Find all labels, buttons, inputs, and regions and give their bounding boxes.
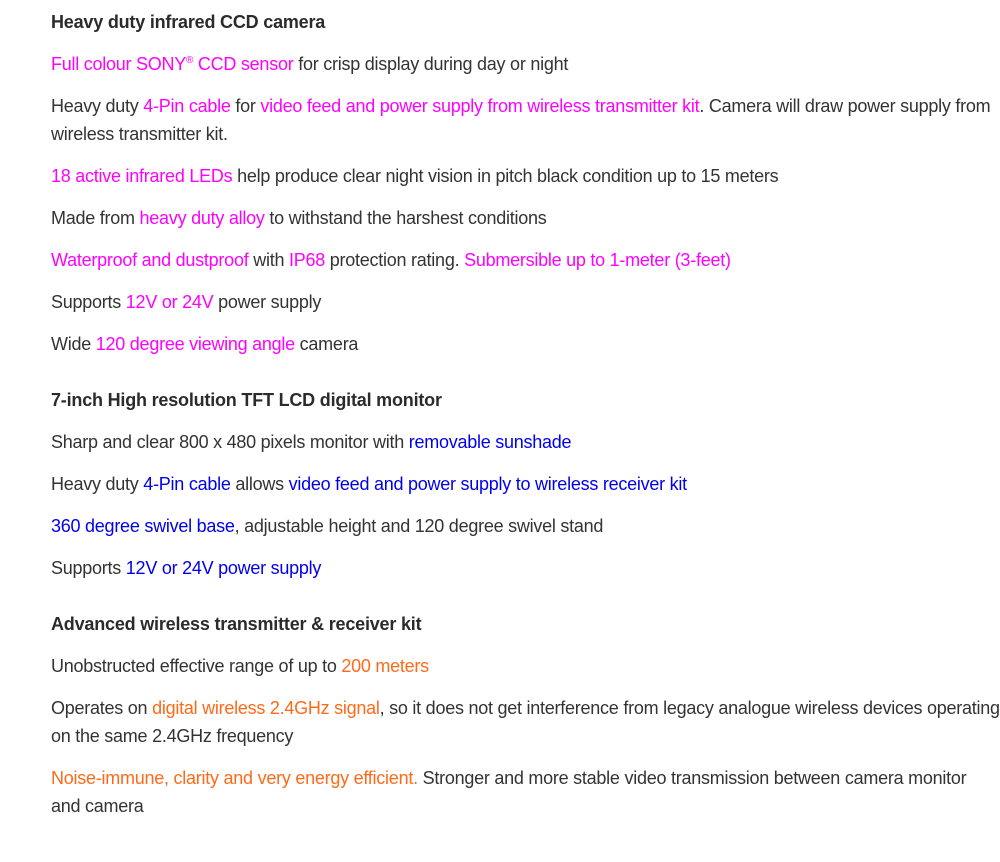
section-camera: [51, 8, 1000, 358]
spec-paragraph: Supports 12V or 24V power supply: [51, 292, 322, 312]
spec-paragraph: Made from heavy duty alloy to withstand the harshest conditions: [51, 208, 547, 228]
section-monitor: [51, 386, 1000, 582]
spec-paragraph: 18 active infrared LEDs help produce clear night vision in pitch black condition up to 15 meters: [51, 166, 779, 186]
spec-paragraph: Full colour SONY® CCD sensor for crisp display during day or night: [51, 54, 569, 74]
spec-paragraph: Heavy duty 4-Pin cable allows video feed and power supply to wireless receiver kit: [51, 474, 687, 494]
spec-paragraph: Supports 12V or 24V power supply: [51, 558, 322, 578]
section-wireless-kit: [51, 610, 1000, 820]
spec-paragraph: Wide 120 degree viewing angle camera: [51, 334, 359, 354]
spec-paragraph: Operates on digital wireless 2.4GHz signal, so it does not get interference from legacy analogue wireless devices operating on the same 2.4GHz frequency: [51, 698, 1000, 746]
spec-paragraph: Noise-immune, clarity and very energy efficient. Stronger and more stable video transmission between camera monitor and camera: [51, 768, 967, 816]
section-heading: Heavy duty infrared CCD camera: [51, 12, 326, 32]
spec-paragraph: 360 degree swivel base, adjustable height and 120 degree swivel stand: [51, 516, 604, 536]
spec-paragraph: Waterproof and dustproof with IP68 protection rating. Submersible up to 1-meter (3-feet): [51, 250, 731, 270]
spec-paragraph: Unobstructed effective range of up to 200 meters: [51, 656, 429, 676]
section-heading: 7-inch High resolution TFT LCD digital monitor: [51, 390, 442, 410]
section-heading: Advanced wireless transmitter & receiver kit: [51, 614, 422, 634]
spec-paragraph: Heavy duty 4-Pin cable for video feed and power supply from wireless transmitter kit. Camera will draw power supply from wireless transmitter kit.: [51, 96, 991, 144]
spec-paragraph: Sharp and clear 800 x 480 pixels monitor with removable sunshade: [51, 432, 572, 452]
